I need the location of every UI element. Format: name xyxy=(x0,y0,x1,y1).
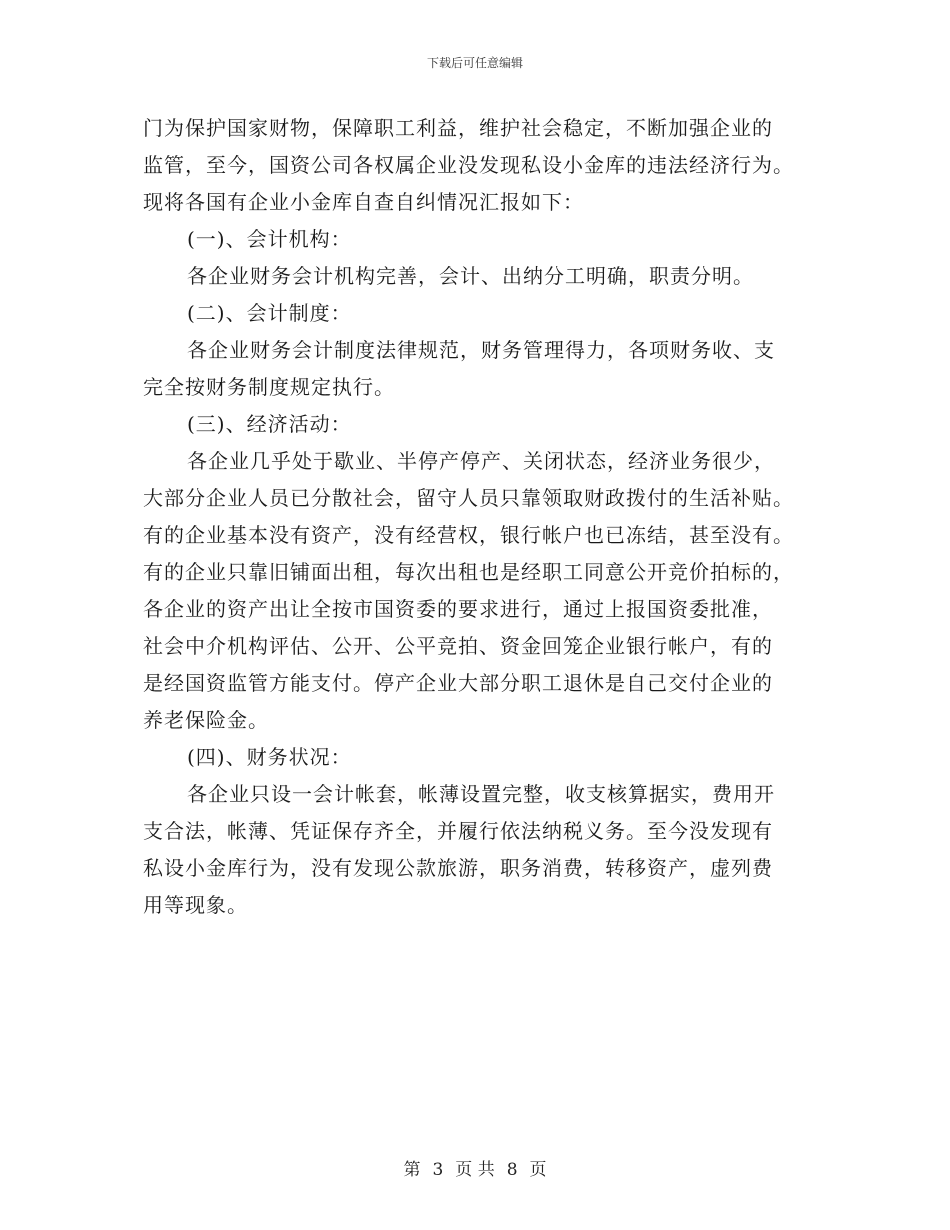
footer-prefix: 第 xyxy=(403,1160,421,1180)
text-line: 养老保险金。 xyxy=(143,708,269,732)
text-line: 私设小金库行为，没有发现公款旅游，职务消费，转移资产，虚列费 xyxy=(143,856,773,880)
page-header: 下载后可任意编辑 xyxy=(426,56,523,70)
text-line: 监管，至今，国资公司各权属企业没发现私设小金库的违法经济行为。 xyxy=(143,153,794,177)
text-line: 现将各国有企业小金库自查自纠情况汇报如下： xyxy=(143,190,584,214)
text-line: (三)、经济活动： xyxy=(187,412,352,436)
total-page-number: 8 xyxy=(506,1160,518,1180)
text-line: 各企业只设一会计帐套，帐薄设置完整，收支核算据实，费用开 xyxy=(187,782,775,806)
text-line: 各企业财务会计制度法律规范，财务管理得力，各项财务收、支 xyxy=(187,338,775,362)
text-line: 大部分企业人员已分散社会，留守人员只靠领取财政拨付的生活补贴。 xyxy=(143,486,794,510)
text-line: 社会中介机构评估、公开、公平竞拍、资金回笼企业银行帐户，有的 xyxy=(143,634,773,658)
text-line: (一)、会计机构： xyxy=(187,227,352,251)
text-line: 支合法，帐薄、凭证保存齐全，并履行依法纳税义务。至今没发现有 xyxy=(143,819,773,843)
text-line: 有的企业只靠旧铺面出租，每次出租也是经职工同意公开竞价拍标的， xyxy=(143,560,794,584)
current-page-number: 3 xyxy=(432,1160,444,1180)
text-line: 各企业几乎处于歇业、半停产停产、关闭状态，经济业务很少， xyxy=(187,449,775,473)
text-line: 用等现象。 xyxy=(143,893,248,917)
text-line: 有的企业基本没有资产，没有经营权，银行帐户也已冻结，甚至没有。 xyxy=(143,523,794,547)
footer-suffix: 页 xyxy=(529,1160,547,1180)
page-footer xyxy=(0,1155,950,1180)
text-line: 各企业财务会计机构完善，会计、出纳分工明确，职责分明。 xyxy=(187,264,754,288)
text-line: 各企业的资产出让全按市国资委的要求进行，通过上报国资委批准， xyxy=(143,597,773,621)
text-line: 完全按财务制度规定执行。 xyxy=(143,375,395,399)
text-line: (四)、财务状况： xyxy=(187,745,352,769)
document-body xyxy=(143,110,813,924)
text-line: (二)、会计制度： xyxy=(187,301,352,325)
text-line: 门为保护国家财物，保障职工利益，维护社会稳定，不断加强企业的 xyxy=(143,116,773,140)
footer-middle: 页 共 xyxy=(455,1160,495,1180)
text-line: 是经国资监管方能支付。停产企业大部分职工退休是自己交付企业的 xyxy=(143,671,773,695)
